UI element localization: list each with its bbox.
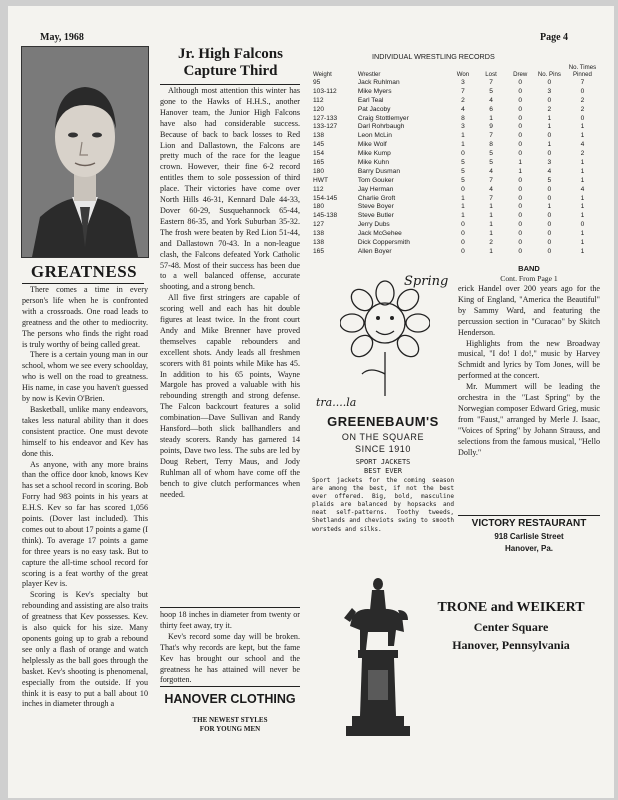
- column-header: No. Times Pinned: [568, 64, 597, 78]
- trone-line2: Hanover, Pennsylvania: [452, 638, 570, 652]
- stat-cell: 1: [547, 114, 552, 122]
- greatness-continued-paragraph: Kev's record some day will be broken. That's why records are kept, but the fame Kev has brought our school and the greatness he has attained will never be forgotten.: [160, 631, 300, 685]
- stat-cell: 0: [518, 212, 523, 220]
- table-header-row: [311, 64, 601, 78]
- greatness-paragraph: Scoring is Kev's specialty but rebounding and assisting are also traits of greatness that Kev possesses. Kev. is also quick for his size. Many oponents going up to grab a rebound see only a flash of orange and watch helplessly as the ball goes through the basket. Kev's shooting is phenomenal, especially from the outside. If you think it is easy to put a ball about 10 inches in diameter through a: [22, 590, 148, 709]
- weight-cell: 120: [313, 105, 325, 113]
- issue-date: May, 1968: [40, 32, 84, 43]
- table-row: [311, 211, 601, 220]
- column-header: Drew: [513, 71, 528, 78]
- victory-name: VICTORY RESTAURANT: [471, 518, 587, 529]
- table-row: [311, 149, 601, 158]
- wrestler-cell: Leon McLin: [357, 132, 392, 140]
- stat-cell: 3: [461, 78, 465, 86]
- greatness-headline: GREATNESS: [30, 262, 138, 281]
- stat-cell: 0: [518, 87, 523, 95]
- falcons-headline-line1: Jr. High Falcons: [178, 46, 283, 62]
- stat-cell: 1: [580, 238, 585, 246]
- stat-cell: 1: [580, 230, 585, 238]
- stat-cell: 2: [489, 238, 493, 246]
- stat-cell: 0: [518, 221, 523, 229]
- falcons-headline-line2: Capture Third: [183, 63, 278, 79]
- spring-text: Spring: [404, 274, 449, 289]
- stat-cell: 0: [547, 185, 552, 193]
- stat-cell: 0: [461, 238, 465, 246]
- stat-cell: 1: [461, 132, 465, 140]
- table-row: [311, 96, 601, 105]
- weight-cell: 112: [313, 96, 324, 104]
- stat-cell: 0: [518, 141, 523, 149]
- best-ever: BEST EVER: [364, 467, 402, 475]
- stat-cell: 1: [547, 141, 552, 149]
- weight-cell: 127: [313, 221, 325, 229]
- stat-cell: 1: [461, 203, 465, 211]
- wrestler-cell: Charlie Groft: [357, 194, 396, 202]
- stat-cell: 1: [518, 158, 523, 166]
- stat-cell: 7: [461, 87, 465, 95]
- wrestler-cell: Barry Dusman: [357, 167, 400, 175]
- weight-cell: 138: [313, 230, 325, 238]
- stat-cell: 0: [518, 114, 523, 122]
- stat-cell: 0: [547, 238, 552, 246]
- stat-cell: 0: [547, 230, 552, 238]
- weight-cell: 138: [313, 132, 325, 140]
- hanover-clothing-name: HANOVER CLOTHING: [164, 692, 296, 706]
- table-row: [311, 158, 601, 167]
- weight-cell: 95: [313, 78, 321, 86]
- stat-cell: 1: [489, 212, 493, 220]
- table-row: [311, 167, 601, 176]
- wrestler-cell: Mike Myers: [357, 87, 392, 95]
- table-row: [311, 78, 601, 87]
- falcons-paragraph: All five first stringers are capable of scoring well and each has hit double figures at least twice. In the front court Andy and Mike Brenner have proved themselves capable rebounders and excellent shots. Andy leads all freshmen scorers with 81 points while Mike has 45. In addition to his 65 points, Wayne Margole has proved a valuable with his rebounding strength and strong defense. The Falcon backcourt features a solid combination—Dave Sullivan and Randy Hansford—both slick ballhandlers and steady scorers. Randy has garnered 14 points, Dave two less. The subs are led by Doug Rebert, Terry Maus, and Jody Ruhlman all of whom have come off the bench to give clutch performances when needed.: [160, 293, 300, 499]
- stat-cell: 0: [518, 230, 523, 238]
- weight-cell: 165: [313, 247, 325, 255]
- stat-cell: 1: [580, 212, 585, 220]
- column-header: Lost: [485, 71, 497, 78]
- stat-cell: 0: [518, 194, 523, 202]
- stat-cell: 4: [461, 105, 465, 113]
- stat-cell: 2: [461, 96, 465, 104]
- stat-cell: 0: [461, 221, 465, 229]
- stat-cell: 0: [547, 212, 552, 220]
- greenebaum-name: GREENEBAUM'S: [327, 414, 439, 429]
- weight-cell: 165: [313, 158, 325, 166]
- divider: [160, 84, 300, 85]
- stat-cell: 3: [547, 87, 552, 95]
- stat-cell: 2: [580, 150, 585, 158]
- stat-cell: 1: [547, 123, 552, 131]
- stat-cell: 1: [580, 176, 585, 184]
- greatness-continued: [160, 610, 300, 686]
- weight-cell: 145-138: [313, 212, 338, 220]
- stat-cell: 1: [489, 203, 493, 211]
- stat-cell: 1: [461, 194, 465, 202]
- wrestler-cell: Dick Coppersmith: [357, 238, 410, 246]
- equestrian-statue-icon: [338, 566, 414, 752]
- band-paragraph: Mr. Mummert will be leading the orchestra in the "Last Spring" by the Norwegian composer Edward Grieg, music from "Faust," arranged by Merle J. Isaac, "Voices of Spring" by Johann Strauss, and selections from the famous musical, "Hello Dolly.": [458, 382, 600, 457]
- stat-cell: 0: [518, 105, 523, 113]
- stat-cell: 1: [489, 221, 493, 229]
- column-header: No. Pins: [537, 71, 561, 78]
- stat-cell: 8: [461, 114, 465, 122]
- wrestler-cell: Allen Boyer: [357, 247, 392, 255]
- wrestler-cell: Mike Kuhn: [357, 158, 389, 166]
- stat-cell: 0: [547, 78, 552, 86]
- stat-cell: 0: [518, 150, 523, 158]
- stat-cell: 2: [580, 96, 585, 104]
- since-1910: SINCE 1910: [354, 444, 412, 454]
- weight-cell: 180: [313, 167, 325, 175]
- stat-cell: 0: [580, 87, 585, 95]
- falcons-headline: [158, 46, 303, 80]
- stat-cell: 1: [489, 114, 493, 122]
- table-row: [311, 229, 601, 238]
- wrestler-cell: Tom Gouker: [357, 176, 394, 184]
- victory-city: Hanover, Pa.: [504, 544, 554, 553]
- stat-cell: 0: [547, 96, 552, 104]
- page-number: Page 4: [540, 32, 569, 43]
- stat-cell: 1: [489, 247, 493, 255]
- wrestler-cell: Steve Butler: [357, 212, 394, 220]
- falcons-paragraph: Although most attention this winter has gone to the Hawks of H.H.S., another Hanover team, the Junior High Falcons have also had considerable success. Because of back to back losses to Red Lion and Dallastown, the Falcons are pretty much of the race for the league crown. However, their fine 6-2 record entitles them to sole possession of third place. Their victories have come over North Hills 46-31, Kennard Dale 44-33, Dover 60-29, Susquehannock 65-44, Eastern 86-35, and York Suburban 35-32. The frosh were beaten by Red Lion 51-44, and Dallastown 70-43. In a non-league clash, the Falcons defeated York Catholic 57-48. Most of their success has been due to a well balanced offense, accurate shooting, and a strong bench.: [160, 86, 300, 292]
- table-row: [311, 87, 601, 96]
- stat-cell: 4: [489, 96, 493, 104]
- wrestler-cell: Jack Ruhlman: [357, 78, 400, 86]
- table-row: [311, 247, 601, 256]
- wrestling-records-table: [311, 64, 601, 256]
- stat-cell: 0: [547, 150, 552, 158]
- stat-cell: 1: [580, 167, 585, 175]
- stat-cell: 7: [580, 78, 585, 86]
- table-row: [311, 185, 601, 194]
- greenebaum-ad: [312, 270, 454, 542]
- band-subtitle: Cont. From Page 1: [500, 274, 558, 283]
- hanover-clothing-line1: THE NEWEST STYLES: [192, 716, 268, 724]
- stat-cell: 5: [461, 167, 465, 175]
- stat-cell: 0: [461, 150, 465, 158]
- sport-jackets: SPORT JACKETS: [355, 458, 411, 466]
- stat-cell: 0: [547, 221, 552, 229]
- stat-cell: 0: [518, 247, 523, 255]
- greatness-continued-paragraph: hoop 18 inches in diameter from twenty or thirty feet away, try it.: [160, 610, 300, 630]
- wrestler-cell: Craig Stottlemyer: [357, 114, 409, 122]
- table-row: [311, 220, 601, 229]
- table-row: [311, 194, 601, 203]
- tra-la-text: tra....la: [316, 396, 357, 409]
- divider: [160, 686, 300, 687]
- hanover-clothing-tagline: [160, 716, 300, 734]
- column-header: Won: [456, 71, 470, 78]
- greatness-paragraph: There comes a time in every person's life when he is confronted with a crossroads. One road leads to greatness and the other to mediocrity. The persons who finds the right road is truly worthy of being called great.: [22, 285, 148, 349]
- weight-cell: 154: [313, 150, 325, 158]
- weight-cell: 133-127: [313, 123, 338, 131]
- table-row: [311, 114, 601, 123]
- stat-cell: 1: [518, 167, 523, 175]
- weight-cell: HWT: [313, 176, 329, 184]
- stat-cell: 0: [518, 176, 523, 184]
- divider: [458, 515, 600, 516]
- table-row: [311, 140, 601, 149]
- stat-cell: 1: [547, 203, 552, 211]
- divider: [22, 283, 144, 284]
- stat-cell: 1: [580, 203, 585, 211]
- stat-cell: 4: [580, 185, 585, 193]
- stat-cell: 4: [580, 141, 585, 149]
- stat-cell: 0: [580, 221, 585, 229]
- greenebaum-body: Sport jackets for the coming season are among the best, if not the best ever offered. Big, bold, masculine plaids are balanced by hopsacks and neat self-patterns. Toothy tweeds, Shetlands and cheviots swing to smooth worsteds and silks.: [312, 477, 454, 533]
- portrait-illustration: [22, 47, 148, 257]
- stat-cell: 1: [461, 212, 465, 220]
- wrestler-cell: Darl Rohrbaugh: [357, 123, 405, 131]
- stat-cell: 1: [580, 132, 585, 140]
- greatness-paragraph: There is a certain young man in our school, whom we see every schoolday, who is well on the road to greatness. His name, in case you haven't guessed by now is Kevin O'Brien.: [22, 350, 148, 404]
- stat-cell: 5: [461, 158, 465, 166]
- column-header: Wrestler: [357, 71, 381, 78]
- divider: [160, 607, 300, 608]
- weight-cell: 103-112: [313, 87, 337, 95]
- weight-cell: 138: [313, 238, 325, 246]
- wrestler-cell: Jerry Dubs: [357, 221, 390, 229]
- greatness-article: [22, 285, 148, 710]
- stat-cell: 3: [547, 158, 552, 166]
- trone-name: TRONE and WEIKERT: [437, 600, 585, 615]
- stat-cell: 1: [580, 247, 585, 255]
- trone-line1: Center Square: [473, 620, 549, 634]
- hanover-clothing-line2: FOR YOUNG MEN: [199, 725, 261, 733]
- weight-cell: 154-145: [313, 194, 338, 202]
- wrestler-cell: Earl Teal: [357, 96, 384, 104]
- stat-cell: 7: [489, 176, 493, 184]
- stat-cell: 1: [580, 194, 585, 202]
- stat-cell: 0: [461, 185, 465, 193]
- weight-cell: 112: [313, 185, 324, 193]
- stat-cell: 5: [461, 176, 465, 184]
- stat-cell: 2: [547, 105, 552, 113]
- stat-cell: 0: [518, 238, 523, 246]
- stat-cell: 0: [518, 203, 523, 211]
- stat-cell: 5: [489, 158, 493, 166]
- stat-cell: 4: [489, 167, 493, 175]
- weight-cell: 127-133: [313, 114, 338, 122]
- stat-cell: 0: [461, 247, 465, 255]
- stat-cell: 1: [580, 123, 585, 131]
- stat-cell: 0: [518, 132, 523, 140]
- stat-cell: 4: [547, 167, 552, 175]
- weight-cell: 145: [313, 141, 325, 149]
- table-row: [311, 202, 601, 211]
- stat-cell: 0: [580, 114, 585, 122]
- stat-cell: 5: [547, 176, 552, 184]
- column-header: Weight: [313, 71, 332, 78]
- band-paragraph: Highlights from the new Broadway musical, "I do! I do!," music by Harvey Schmidt and lyrics by Tom Jones, will be performed at the concert.: [458, 338, 600, 381]
- stat-cell: 1: [461, 141, 465, 149]
- flower-icon: [340, 278, 430, 398]
- wrestling-title: INDIVIDUAL WRESTLING RECORDS: [372, 52, 495, 61]
- stat-cell: 0: [547, 194, 552, 202]
- stat-cell: 0: [518, 123, 523, 131]
- table-row: [311, 105, 601, 114]
- wrestler-cell: Mike Wolf: [357, 141, 387, 149]
- stat-cell: 0: [547, 247, 552, 255]
- greatness-paragraph: Basketball, unlike many endeavors, takes less natural ability than it does consistent practice. One must devote himself to his endeavor and Kev has done this.: [22, 404, 148, 458]
- stat-cell: 7: [489, 78, 493, 86]
- stat-cell: 0: [518, 185, 523, 193]
- table-row: [311, 122, 601, 131]
- stat-cell: 0: [518, 78, 523, 86]
- stat-cell: 0: [547, 132, 552, 140]
- stat-cell: 7: [489, 132, 493, 140]
- stat-cell: 3: [461, 123, 465, 131]
- table-row: [311, 238, 601, 247]
- stat-cell: 9: [489, 123, 493, 131]
- weight-cell: 180: [313, 203, 325, 211]
- band-paragraph: erick Handel over 200 years ago for the King of England, "America the Beautiful" by Sammy Ward, and featuring the percussion section in "Curacao" by Skitch Henderson.: [458, 284, 600, 337]
- falcons-article: [160, 86, 300, 500]
- table-row: [311, 131, 601, 140]
- stat-cell: 0: [518, 96, 523, 104]
- band-article: [458, 284, 600, 459]
- portrait-photo: [21, 46, 149, 258]
- stat-cell: 4: [489, 185, 493, 193]
- stat-cell: 2: [580, 105, 585, 113]
- stat-cell: 1: [489, 230, 493, 238]
- wrestling-table-body: [311, 78, 601, 256]
- wrestler-cell: Pat Jacoby: [357, 105, 391, 113]
- wrestler-cell: Mike Kump: [357, 150, 391, 158]
- on-the-square: ON THE SQUARE: [341, 432, 425, 442]
- stat-cell: 5: [489, 87, 493, 95]
- greatness-paragraph: As anyone, with any more brains than the office door knob, knows Kev has set a school record in scoring. Bob Forry had 983 points in his years at E.H.S. Kev so far has scored 1,056 points. (Dover last included). This comes out to about 17 points a game (I think). To average 17 points a game for three years is no easy task. But to capture the all-time school record for scoring is a feat worthy of the great player Kev is.: [22, 459, 148, 589]
- stat-cell: 8: [489, 141, 493, 149]
- stat-cell: 1: [580, 158, 585, 166]
- wrestler-cell: Jack McGehee: [357, 230, 402, 238]
- wrestler-cell: Jay Herman: [357, 185, 394, 193]
- table-row: [311, 176, 601, 185]
- stat-cell: 7: [489, 194, 493, 202]
- wrestler-cell: Steve Boyer: [357, 203, 394, 211]
- stat-cell: 6: [489, 105, 493, 113]
- stat-cell: 0: [461, 230, 465, 238]
- stat-cell: 5: [489, 150, 493, 158]
- victory-street: 918 Carlisle Street: [494, 532, 564, 541]
- band-title: BAND: [518, 264, 540, 273]
